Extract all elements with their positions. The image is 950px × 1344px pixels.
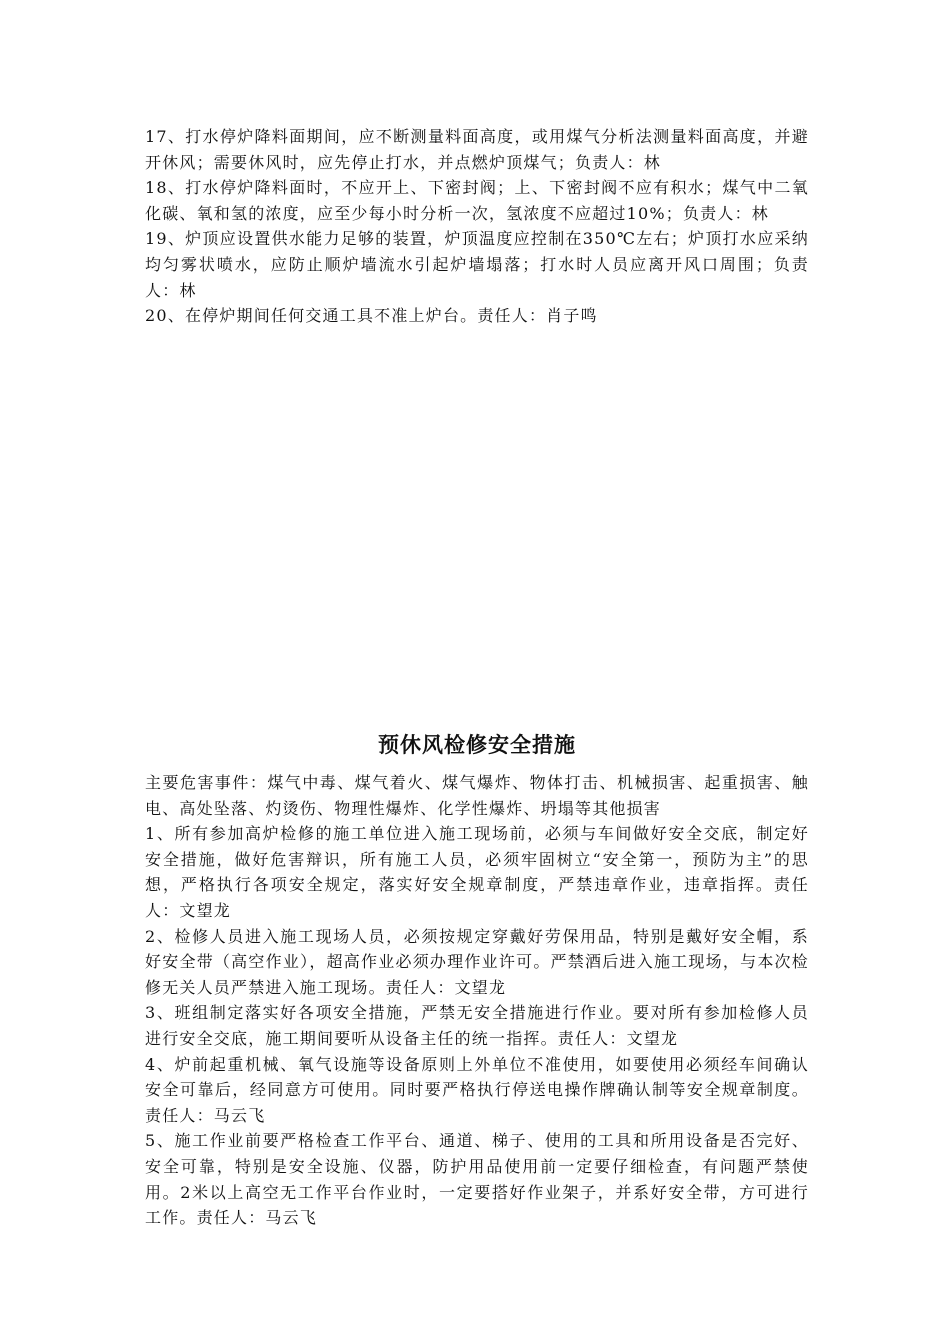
measure-item-2: 2、检修人员进入施工现场人员，必须按规定穿戴好劳保用品，特别是戴好安全帽，系好安全带（高空作业），超高作业必须办理作业许可。严禁酒后进入施工现场，与本次检修无关人员严禁进入施工现场。责任人：文望龙 (145, 926, 809, 997)
measure-item-3: 3、班组制定落实好各项安全措施，严禁无安全措施进行作业。要对所有参加检修人员进行安全交底，施工期间要听从设备主任的统一指挥。责任人：文望龙 (145, 1003, 809, 1048)
measure-item-5: 5、施工作业前要严格检查工作平台、通道、梯子、使用的工具和所用设备是否完好、安全可靠，特别是安全设施、仪器，防护用品使用前一定要仔细检查，有问题严禁使用。2米以上高空无工作平台作业时，一定要搭好作业架子，并系好安全带，方可进行工作。责任人：马云飞 (145, 1131, 809, 1228)
measure-item-4: 4、炉前起重机械、氧气设施等设备原则上外单位不准使用，如要使用必须经车间确认安全可靠后，经同意方可使用。同时要严格执行停送电操作牌确认制等安全规章制度。责任人：马云飞 (145, 1054, 809, 1125)
measure-item-20: 20、在停炉期间任何交通工具不准上炉台。责任人：肖子鸣 (145, 306, 598, 326)
section-title: 预休风检修安全措施 (378, 733, 576, 757)
measure-item-1: 1、所有参加高炉检修的施工单位进入施工现场前，必须与车间做好安全交底，制定好安全措施，做好危害辩识，所有施工人员，必须牢固树立“安全第一，预防为主”的思想，严格执行各项安全规定，落实好安全规章制度，严禁违章作业，违章指挥。责任人：文望龙 (145, 824, 809, 920)
lower-measures-list (145, 770, 809, 1231)
measure-item-17: 17、打水停炉降料面期间，应不断测量料面高度，或用煤气分析法测量料面高度，并避开休风；需要休风时，应先停止打水，并点燃炉顶煤气；负责人：林 (145, 127, 809, 172)
upper-measures-list (145, 124, 809, 329)
hazard-summary: 主要危害事件：煤气中毒、煤气着火、煤气爆炸、物体打击、机械损害、起重损害、触电、高处坠落、灼烫伤、物理性爆炸、化学性爆炸、坍塌等其他损害 (145, 773, 809, 818)
measure-item-19: 19、炉顶应设置供水能力足够的装置，炉顶温度应控制在350℃左右；炉顶打水应采纳均匀雾状喷水，应防止顺炉墙流水引起炉墙塌落；打水时人员应离开风口周围；负责人：林 (145, 229, 809, 300)
measure-item-18: 18、打水停炉降料面时，不应开上、下密封阀；上、下密封阀不应有积水；煤气中二氧化碳、氧和氢的浓度，应至少每小时分析一次，氢浓度不应超过10%；负责人：林 (145, 178, 809, 223)
